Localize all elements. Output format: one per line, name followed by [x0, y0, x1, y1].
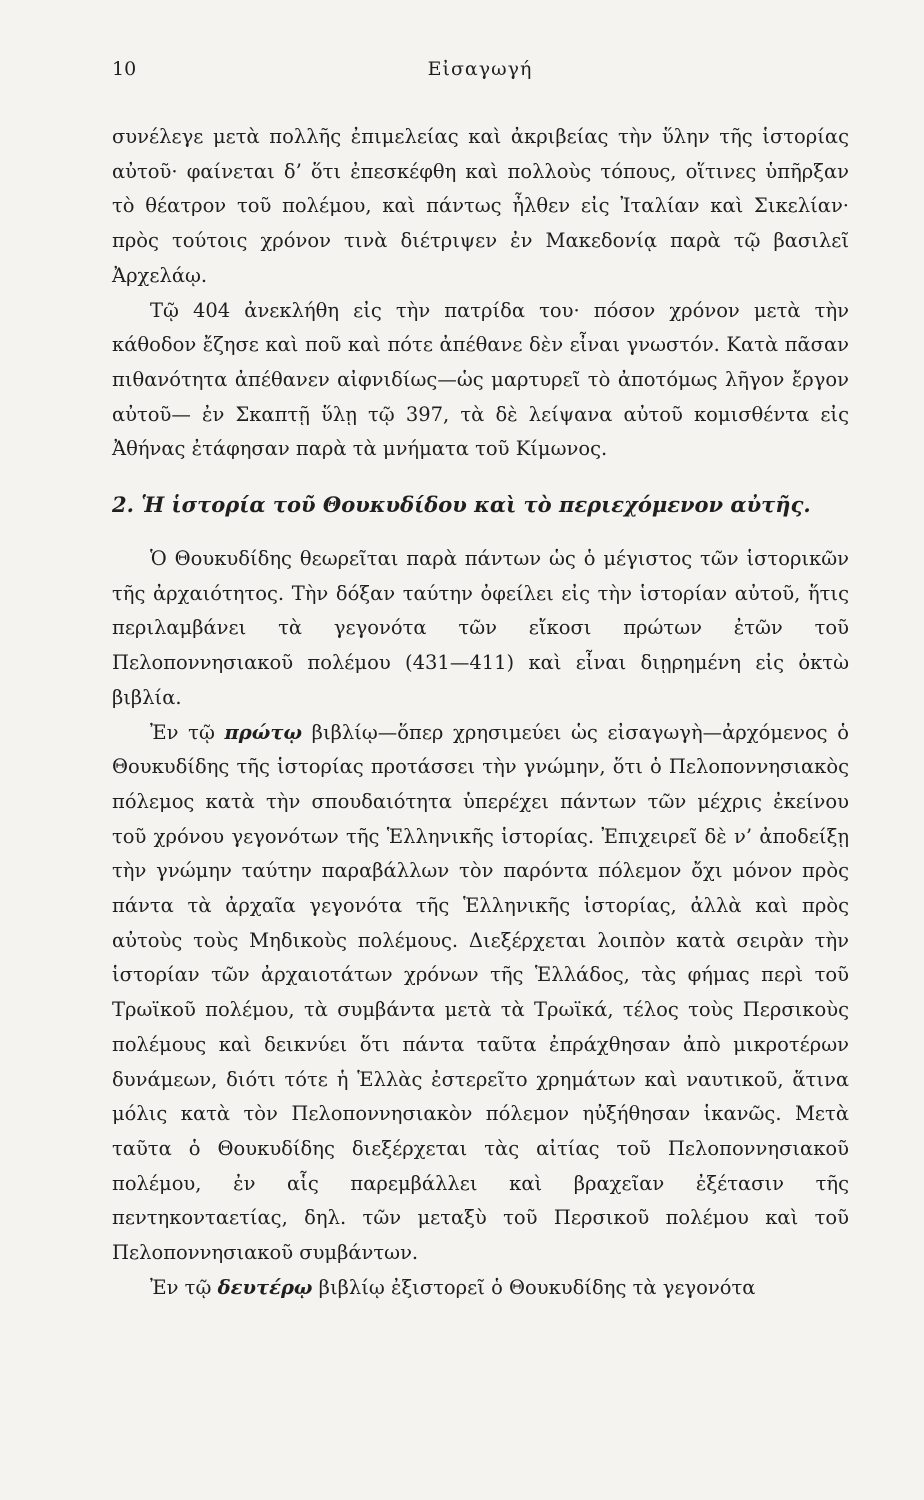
- paragraph-text: Ἐν τῷ: [150, 720, 225, 744]
- paragraph-text: βιβλίῳ ἐξιστορεῖ ὁ Θουκυδίδης τὰ γεγονότα: [312, 1275, 756, 1299]
- paragraph: συνέλεγε μετὰ πολλῆς ἐπιμελείας καὶ ἀκριβείας τὴν ὕλην τῆς ἱστορίας αὐτοῦ· φαίνεται δ’ ὅτι ἐπεσκέφθη καὶ πολλοὺς τόπους, οἵτινες ὑπῆρξαν τὸ θέατρον τοῦ πολέμου, καὶ πάντως ἦλθεν εἰς Ἰταλίαν καὶ Σικελίαν· πρὸς τούτοις χρόνον τινὰ διέτριψεν ἐν Μακεδονίᾳ παρὰ τῷ βασιλεῖ Ἀρχελάῳ.: [112, 125, 849, 287]
- section-heading: 2. Ἡ ἱστορία τοῦ Θουκυδίδου καὶ τὸ περιεχόμενον αὐτῆς.: [112, 492, 811, 518]
- paragraph: [112, 716, 849, 1271]
- running-head: Εἰσαγωγή: [427, 58, 533, 80]
- paragraph: [112, 1271, 849, 1306]
- paragraph: Ὁ Θουκυδίδης θεωρεῖται παρὰ πάντων ὡς ὁ μέγιστος τῶν ἱστορικῶν τῆς ἀρχαιότητος. Τὴν δόξαν ταύτην ὀφείλει εἰς τὴν ἱστορίαν αὐτοῦ, ἥτις περιλαμβάνει τὰ γεγονότα τῶν εἴκοσι πρώτων ἐτῶν τοῦ Πελοποννησιακοῦ πολέμου (431—411) καὶ εἶναι διῃρημένη εἰς ὀκτὼ βιβλία.: [112, 547, 849, 709]
- page-number: 10: [112, 58, 137, 80]
- paragraph: Τῷ 404 ἀνεκλήθη εἰς τὴν πατρίδα του· πόσον χρόνον μετὰ τὴν κάθοδον ἔζησε καὶ ποῦ καὶ πότε ἀπέθανε δὲν εἶναι γνωστόν. Κατὰ πᾶσαν πιθανότητα ἀπέθανεν αἰφνιδίως—ὡς μαρτυρεῖ τὸ ἀποτόμως λῆγον ἔργον αὐτοῦ— ἐν Σκαπτῇ ὕλῃ τῷ 397, τὰ δὲ λείψανα αὐτοῦ κομισθέντα εἰς Ἀθήνας ἐτάφησαν παρὰ τὰ μνήματα τοῦ Κίμωνος.: [112, 298, 849, 461]
- emphasized-word: πρώτῳ: [224, 720, 303, 744]
- page-header: [112, 58, 848, 88]
- emphasized-word: δευτέρῳ: [217, 1275, 313, 1299]
- body-text: [112, 120, 849, 1306]
- paragraph-text: βιβλίῳ—ὅπερ χρησιμεύει ὡς εἰσαγωγὴ—ἀρχόμενος ὁ Θουκυδίδης τῆς ἱστορίας προτάσσει τὴν γνώμην, ὅτι ὁ Πελοποννησιακὸς πόλεμος κατὰ τὴν σπουδαιότητα ὑπερέχει πάντων τῶν μέχρις ἐκείνου τοῦ χρόνου γεγονότων τῆς Ἑλληνικῆς ἱστορίας. Ἐπιχειρεῖ δὲ ν’ ἀποδείξῃ τὴν γνώμην ταύτην παραβάλλων τὸν παρόντα πόλεμον ὄχι μόνον πρὸς πάντα τὰ ἀρχαῖα γεγονότα τῆς Ἑλληνικῆς ἱστορίας, ἀλλὰ καὶ πρὸς αὐτοὺς τοὺς Μηδικοὺς πολέμους. Διεξέρχεται λοιπὸν κατὰ σειρὰν τὴν ἱστορίαν τῶν ἀρχαιοτάτων χρόνων τῆς Ἑλλάδος, τὰς φήμας περὶ τοῦ Τρωϊκοῦ πολέμου, τὰ συμβάντα μετὰ τὰ Τρωϊκά, τέλος τοὺς Περσικοὺς πολέμους καὶ δεικνύει ὅτι πάντα ταῦτα ἐπράχθησαν ἀπὸ μικροτέρων δυνάμεων, διότι τότε ἡ Ἑλλὰς ἐστερεῖτο χρημάτων καὶ ναυτικοῦ, ἅτινα μόλις κατὰ τὸν Πελοποννησιακὸν πόλεμον ηὐξήθησαν ἱκανῶς. Μετὰ ταῦτα ὁ Θουκυδίδης διεξέρχεται τὰς αἰτίας τοῦ Πελοποννησιακοῦ πολέμου, ἐν αἷς παρεμβάλλει καὶ βραχεῖαν ἐξέτασιν τῆς πεντηκονταετίας, δηλ. τῶν μεταξὺ τοῦ Περσικοῦ πολέμου καὶ τοῦ Πελοποννησιακοῦ συμβάντων.: [112, 720, 850, 1265]
- paragraph-text: Ἐν τῷ: [150, 1275, 218, 1299]
